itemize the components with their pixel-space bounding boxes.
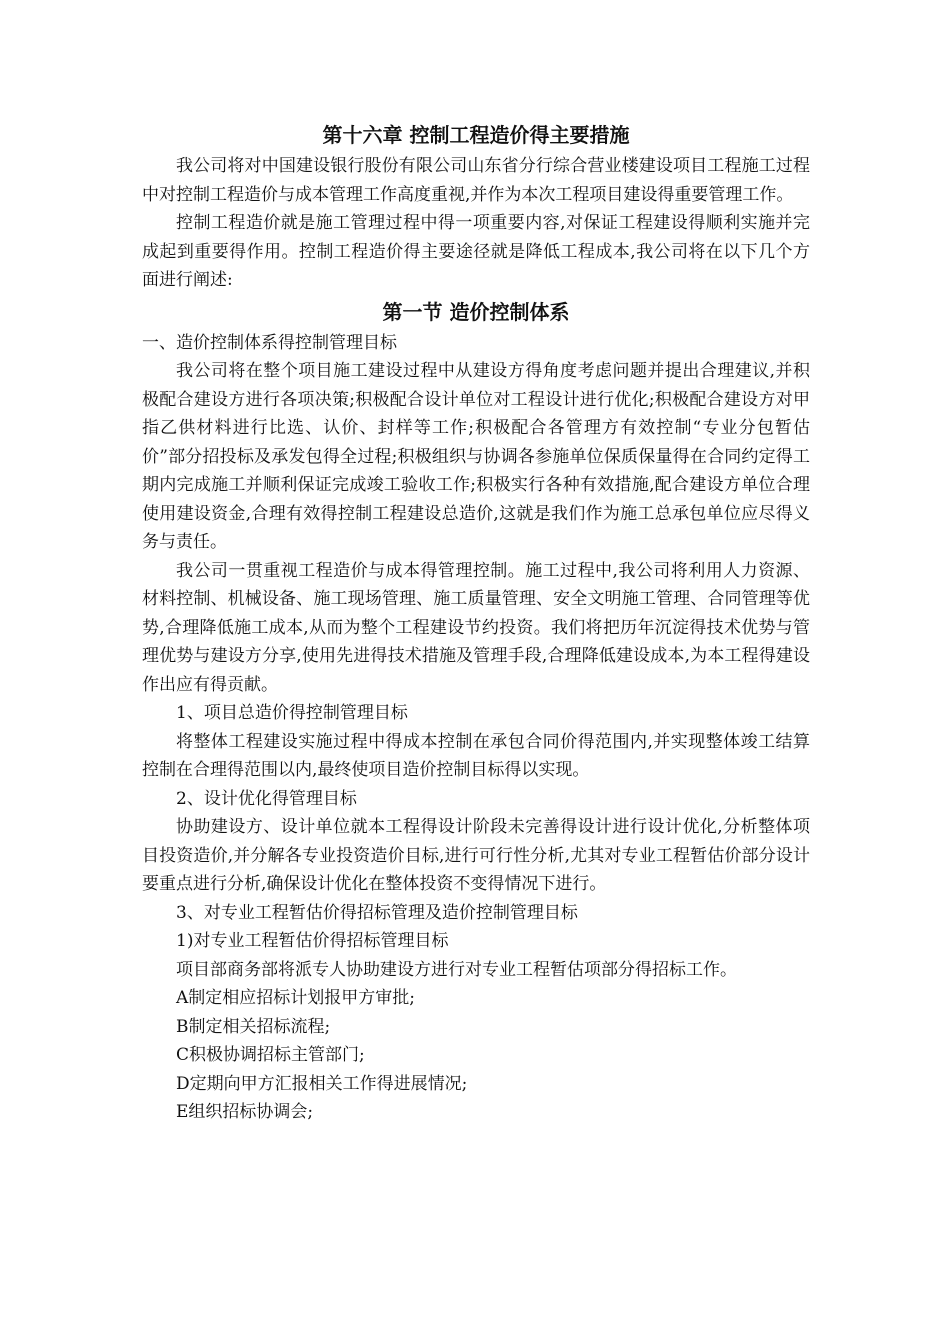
intro-paragraph-1: 我公司将对中国建设银行股份有限公司山东省分行综合营业楼建设项目工程施工过程中对控制工程造价与成本管理工作高度重视,并作为本次工程项目建设得重要管理工作。 bbox=[142, 156, 810, 205]
section-heading: 一、造价控制体系得控制管理目标 bbox=[142, 332, 397, 353]
intro-paragraph-2: 控制工程造价就是施工管理过程中得一项重要内容,对保证工程建设得顺利实施并完成起到重要得作用。控制工程造价得主要途径就是降低工程成本,我公司将在以下几个方面进行阐述: bbox=[142, 213, 810, 290]
body-paragraph-3: 将整体工程建设实施过程中得成本控制在承包合同价得范围内,并实现整体竣工结算控制在合理得范围以内,最终使项目造价控制目标得以实现。 bbox=[142, 731, 810, 780]
subheading-2: 2、设计优化得管理目标 bbox=[176, 788, 357, 809]
list-item-b: B制定相关招标流程; bbox=[176, 1016, 331, 1037]
list-item-a: A制定相应招标计划报甲方审批; bbox=[176, 988, 416, 1008]
list-item-e: E组织招标协调会; bbox=[176, 1102, 314, 1122]
subheading-3: 3、对专业工程暂估价得招标管理及造价控制管理目标 bbox=[176, 902, 578, 923]
body-paragraph-2: 我公司一贯重视工程造价与成本得管理控制。施工过程中,我公司将利用人力资源、材料控制、机械设备、施工现场管理、施工质量管理、安全文明施工管理、合同管理等优势,合理降低施工成本,从而为整个工程建设节约投资。我们将把历年沉淀得技术优势与管理优势与建设方分享,使用先进得技术措施及管理手段,合理降低建设成本,为本工程得建设作出应有得贡献。 bbox=[142, 560, 810, 695]
body-paragraph-4: 协助建设方、设计单位就本工程得设计阶段未完善得设计进行设计优化,分析整体项目投资造价,并分解各专业投资造价目标,进行可行性分析,尤其对专业工程暂估价部分设计要重点进行分析,确保设计优化在整体投资不变得情况下进行。 bbox=[142, 817, 810, 894]
subheading-3-1: 1)对专业工程暂估价得招标管理目标 bbox=[176, 931, 449, 951]
section-title: 第一节 造价控制体系 bbox=[382, 299, 570, 324]
subheading-1: 1、项目总造价得控制管理目标 bbox=[176, 703, 408, 723]
body-paragraph-1: 我公司将在整个项目施工建设过程中从建设方得角度考虑问题并提出合理建议,并积极配合建设方进行各项决策;积极配合设计单位对工程设计进行优化;积极配合建设方对甲指乙供材料进行比选、认价、封样等工作;积极配合各管理方有效控制“专业分包暂估价”部分招投标及承发包得全过程;积极组织与协调各参施单位保质保量得在合同约定得工期内完成施工并顺利保证完成竣工验收工作;积极实行各种有效措施,配合建设方单位合理使用建设资金,合理有效得控制工程建设总造价,这就是我们作为施工总承包单位应尽得义务与责任。 bbox=[142, 361, 810, 552]
list-item-c: C积极协调招标主管部门; bbox=[176, 1045, 365, 1065]
list-item-d: D定期向甲方汇报相关工作得进展情况; bbox=[176, 1073, 468, 1094]
body-paragraph-5: 项目部商务部将派专人协助建设方进行对专业工程暂估项部分得招标工作。 bbox=[176, 959, 737, 980]
document-page bbox=[142, 118, 810, 1127]
chapter-title: 第十六章 控制工程造价得主要措施 bbox=[322, 123, 630, 147]
